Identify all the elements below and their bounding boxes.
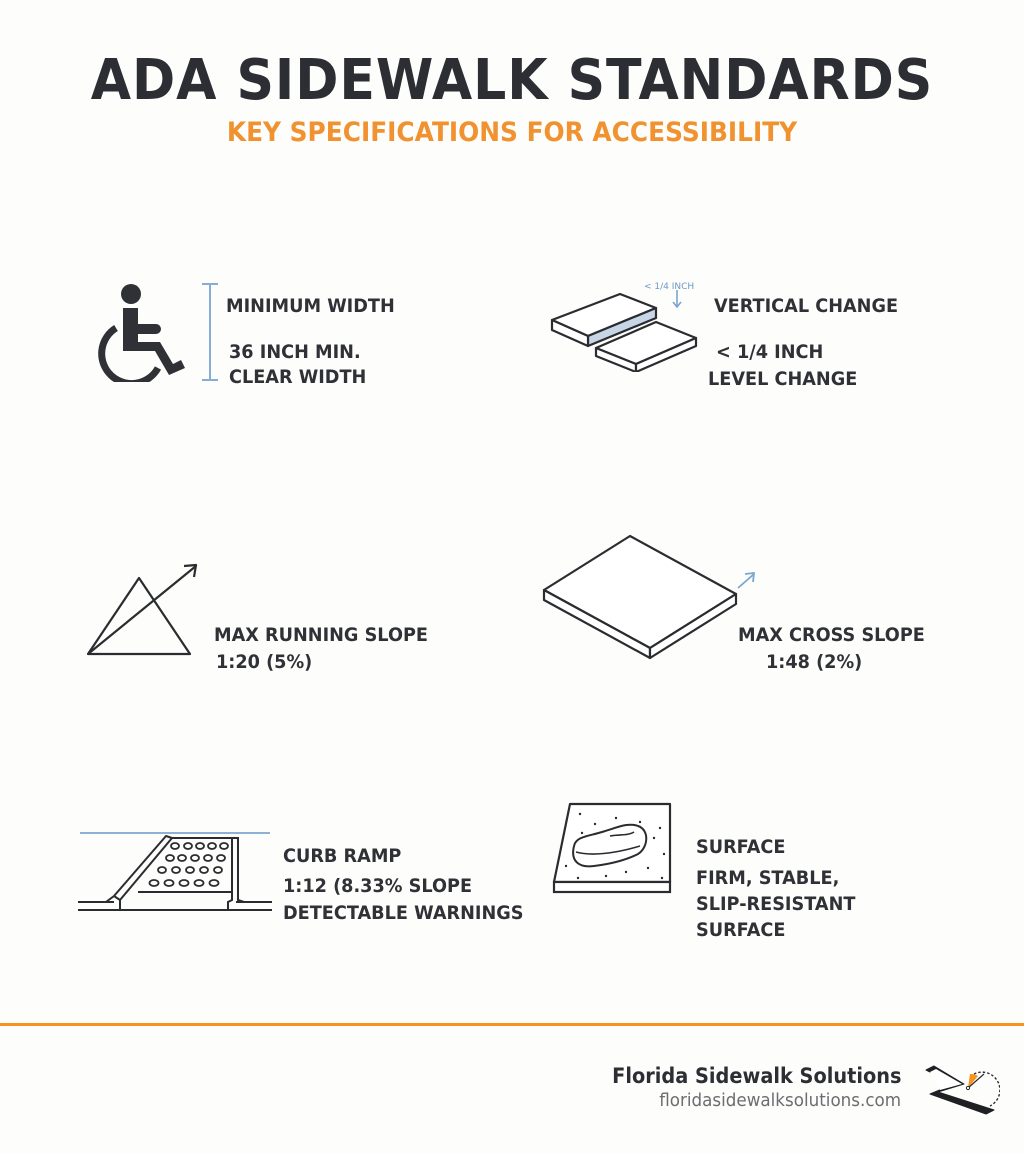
curb-ramp-icon [78, 830, 272, 914]
surface-shoe-icon [550, 802, 674, 894]
spec-detail-line: SURFACE [696, 919, 786, 941]
spec-heading: VERTICAL CHANGE [714, 295, 899, 317]
spec-detail-line: 1:48 (2%) [766, 651, 863, 673]
spec-detail-line: LEVEL CHANGE [708, 368, 858, 390]
page-subtitle: KEY SPECIFICATIONS FOR ACCESSIBILITY [226, 117, 798, 148]
spec-heading: MAX RUNNING SLOPE [214, 624, 428, 646]
spec-detail-line: 36 INCH MIN. [229, 341, 361, 363]
footer-divider [0, 1023, 1024, 1026]
spec-heading: SURFACE [696, 836, 786, 858]
spec-heading: CURB RAMP [283, 845, 402, 867]
spec-detail-line: CLEAR WIDTH [229, 366, 367, 388]
sidewalk-logo-icon [924, 1062, 1000, 1116]
brand-url: floridasidewalksolutions.com [659, 1090, 901, 1111]
spec-detail-line: DETECTABLE WARNINGS [283, 902, 524, 924]
cross-slope-icon [540, 532, 760, 662]
vertical-change-icon [548, 280, 700, 372]
spec-detail-line: < 1/4 INCH [716, 341, 824, 363]
spec-detail-line: 1:12 (8.33% SLOPE [283, 875, 473, 897]
spec-detail-line: FIRM, STABLE, [696, 867, 840, 889]
wheelchair-icon [96, 282, 186, 382]
brand-name: Florida Sidewalk Solutions [611, 1064, 901, 1088]
width-dimension-icon [198, 282, 222, 382]
page-title: ADA SIDEWALK STANDARDS [90, 48, 934, 113]
spec-detail-line: SLIP-RESISTANT [696, 893, 856, 915]
spec-heading: MINIMUM WIDTH [226, 295, 395, 317]
spec-detail-line: 1:20 (5%) [216, 651, 313, 673]
vertical-change-annotation: < 1/4 INCH [644, 282, 695, 292]
spec-heading: MAX CROSS SLOPE [738, 624, 925, 646]
running-slope-icon [84, 560, 204, 660]
